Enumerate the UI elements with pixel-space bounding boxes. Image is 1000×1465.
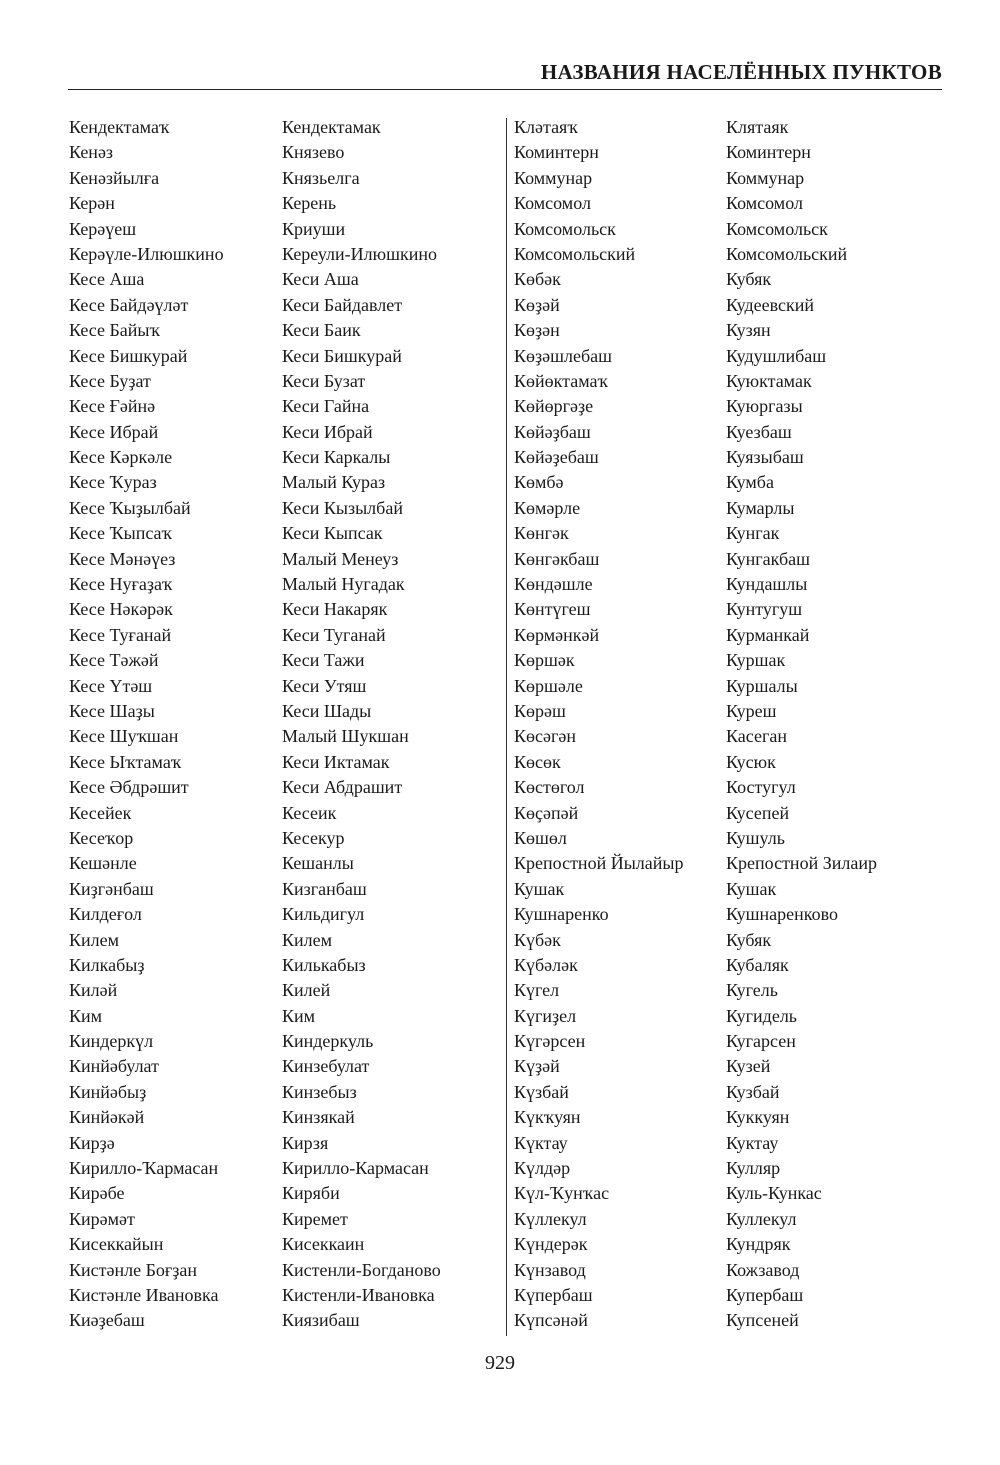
list-item: Кесе Нуғаҙаҡ (69, 574, 173, 595)
header-divider (68, 89, 942, 90)
list-item: Көмбә (514, 472, 564, 493)
list-item: Көнгәк (514, 523, 569, 544)
list-item: Малый Шукшан (282, 726, 409, 747)
list-item: Кесейек (69, 802, 132, 823)
list-item: Киәҙебаш (69, 1310, 145, 1331)
list-item: Кугель (726, 980, 778, 1001)
list-item: Крепостной Йылайыр (514, 853, 684, 874)
list-item: Кушак (514, 878, 565, 899)
list-item: Кеси Ибрай (282, 421, 373, 442)
list-item: Комсомольск (514, 218, 616, 239)
list-item: Көйөргәҙе (514, 396, 594, 417)
list-item: Кеси Аша (282, 269, 359, 290)
list-item: Күнзавод (514, 1259, 586, 1280)
list-item: Куюктамак (726, 370, 812, 391)
list-item: Күҙәй (514, 1056, 560, 1077)
list-item: Кеси Бузат (282, 370, 366, 391)
list-item: Көмәрле (514, 497, 581, 518)
list-item: Кләтаяҡ (514, 117, 578, 137)
list-item: Күзбай (514, 1081, 569, 1102)
list-item: Көҙән (514, 320, 560, 341)
list-item: Көршәк (514, 650, 575, 671)
list-item: Кесекур (282, 827, 345, 848)
list-item: Кинзебулат (282, 1056, 370, 1077)
list-item: Куязыбаш (726, 447, 804, 468)
list-item: Көсөк (514, 751, 561, 772)
list-item: Кеси Туганай (282, 624, 386, 645)
list-item: Көйөктамаҡ (514, 370, 608, 391)
list-item: Кеси Абдрашит (282, 777, 403, 798)
list-item: Көҫәпәй (514, 802, 579, 823)
list-item: Кинзякай (282, 1107, 355, 1128)
list-item: Куллекул (726, 1208, 797, 1229)
list-item: Кубаляк (726, 954, 789, 975)
list-item: Кинйәбыҙ (69, 1081, 147, 1102)
list-item: Кунгакбаш (726, 548, 810, 569)
list-item: Комсомол (726, 193, 803, 214)
list-item: Кинйәкәй (69, 1107, 145, 1128)
list-item: Көшөл (514, 827, 567, 848)
right-bashkir-column (514, 115, 684, 1334)
list-item: Кесе Ғәйнә (69, 396, 156, 417)
list-item: Кистәнле Боғҙан (69, 1259, 198, 1280)
list-item: Кугидель (726, 1005, 798, 1026)
list-item: Куюргазы (726, 396, 803, 417)
list-item: Күллекул (514, 1208, 587, 1229)
list-item: Көйәҙебаш (514, 447, 599, 468)
list-item: Көбәк (514, 269, 561, 290)
list-item: Кесе Ҡыпсаҡ (69, 523, 172, 544)
list-item: Күктау (514, 1132, 568, 1153)
list-item: Кушуль (726, 827, 785, 848)
left-bashkir-column (69, 115, 224, 1334)
list-item: Кубяк (726, 929, 772, 950)
list-item: Кесе Бишкурай (69, 345, 188, 366)
list-item: Килькабыз (282, 954, 366, 975)
list-item: Кесе Буҙат (69, 370, 151, 391)
list-item: Куккуян (726, 1107, 790, 1128)
list-item: Кендектамаҡ (69, 117, 170, 137)
list-item: Киндеркүл (69, 1031, 154, 1052)
list-item: Керәүеш (69, 218, 137, 239)
list-item: Кесе Ҡыҙылбай (69, 497, 191, 518)
list-item: Комсомольский (514, 243, 636, 264)
list-item: Кеси Баик (282, 320, 361, 341)
list-item: Куршалы (726, 675, 798, 696)
list-item: Ким (282, 1005, 316, 1026)
list-item: Коминтерн (514, 142, 599, 163)
list-item: Кирилло-Кармасан (282, 1158, 429, 1179)
list-item: Көрәш (514, 700, 566, 721)
list-item: Керән (69, 193, 115, 214)
list-item: Кесе Нәкәрәк (69, 599, 173, 620)
list-item: Кесе Кәркәле (69, 447, 173, 468)
list-item: Кушнаренко (514, 904, 609, 925)
list-item: Кирәмәт (69, 1208, 135, 1229)
list-item: Көҙәшлебаш (514, 345, 612, 366)
list-item: Кинйәбулат (69, 1056, 159, 1077)
list-item: Куезбаш (726, 421, 792, 442)
list-item: Кеси Шады (282, 700, 372, 721)
list-item: Кузей (726, 1056, 771, 1077)
list-item: Көршәле (514, 675, 583, 696)
list-item: Кудеевский (726, 294, 815, 315)
list-item: Кирзя (282, 1132, 329, 1153)
list-item: Килкабыҙ (69, 954, 145, 975)
list-item: Комсомол (514, 193, 591, 214)
list-item: Кунтугуш (726, 599, 803, 620)
list-item: Купсеней (726, 1310, 799, 1331)
list-item: Кесе Ыҡтамаҡ (69, 751, 182, 772)
list-item: Кушнаренково (726, 904, 838, 925)
list-item: Киряби (282, 1183, 340, 1204)
list-item: Киндеркуль (282, 1031, 374, 1052)
list-item: Көрмәнкәй (514, 624, 600, 645)
list-item: Кеси Утяш (282, 675, 367, 696)
list-item: Комсомольский (726, 243, 848, 264)
list-item: Князево (282, 142, 345, 163)
list-item: Килей (282, 980, 331, 1001)
list-item: Көҙәй (514, 294, 560, 315)
list-item: Кесе Ибрай (69, 421, 159, 442)
list-item: Кереули-Илюшкино (282, 243, 437, 264)
list-item: Кирҙә (69, 1132, 115, 1153)
list-item: Килем (282, 929, 333, 950)
list-item: Кешанлы (282, 853, 354, 874)
list-item: Кумба (726, 472, 774, 493)
list-item: Күбәк (514, 929, 561, 950)
list-item: Күкҡуян (514, 1107, 581, 1128)
list-item: Кистенли-Ивановка (282, 1284, 435, 1305)
list-item: Кеси Байдавлет (282, 294, 403, 315)
list-item: Киязибаш (282, 1310, 360, 1331)
list-item: Киремет (282, 1208, 348, 1229)
list-item: Коминтерн (726, 142, 811, 163)
left-russian-column (282, 115, 441, 1334)
list-item: Килдеғол (69, 904, 142, 925)
list-item: Күгиҙел (514, 1005, 577, 1026)
list-item: Кеси Гайна (282, 396, 370, 417)
list-item: Кундряк (726, 1234, 791, 1255)
list-item: Кирәбе (69, 1183, 125, 1204)
list-item: Кузян (726, 320, 771, 341)
list-item: Күл-Ҡунҡас (514, 1183, 610, 1204)
list-item: Кесеик (282, 802, 337, 823)
list-item: Күлдәр (514, 1158, 571, 1179)
list-item: Кирилло-Ҡармасан (69, 1158, 219, 1179)
list-item: Кильдигул (282, 904, 365, 925)
list-item: Көнтүгеш (514, 599, 591, 620)
list-item: Купербаш (726, 1284, 804, 1305)
list-item: Күгәрсен (514, 1031, 586, 1052)
list-item: Кизганбаш (282, 878, 367, 899)
list-item: Кеси Накаряк (282, 599, 388, 620)
list-item: Малый Кураз (282, 472, 386, 493)
list-item: Керәүле-Илюшкино (69, 243, 224, 264)
column-divider (506, 118, 507, 1336)
list-item: Кисеккаин (282, 1234, 365, 1255)
list-item: Кесе Шуҡшан (69, 726, 179, 747)
list-item: Кесеҡор (69, 827, 134, 848)
list-item: Коммунар (726, 167, 805, 188)
list-item: Кеси Кызылбай (282, 497, 403, 518)
page-title: НАЗВАНИЯ НАСЕЛЁННЫХ ПУНКТОВ (540, 60, 942, 84)
list-item: Кенәз (69, 142, 114, 163)
list-item: Күпербаш (514, 1284, 593, 1305)
list-item: Көсәгән (514, 726, 576, 747)
list-item: Криуши (282, 218, 346, 239)
list-item: Кисеккайын (69, 1234, 164, 1255)
list-item: Кузбай (726, 1081, 780, 1102)
list-item: Кесе Ҡураз (69, 472, 157, 493)
list-item: Коммунар (514, 167, 593, 188)
list-item: Кугарсен (726, 1031, 796, 1052)
list-item: Кусепей (726, 802, 790, 823)
list-item: Кесе Тәжәй (69, 650, 159, 671)
list-item: Кеси Каркалы (282, 447, 391, 468)
list-item: Кендектамак (282, 117, 381, 137)
list-item: Кеси Бишкурай (282, 345, 402, 366)
list-item: Курманкай (726, 624, 810, 645)
page-number: 929 (485, 1352, 515, 1374)
list-item: Керень (282, 193, 337, 214)
list-item: Көстөгол (514, 777, 585, 798)
list-item: Кожзавод (726, 1259, 800, 1280)
list-item: Ким (69, 1005, 103, 1026)
list-item: Көйәҙбаш (514, 421, 591, 442)
list-item: Князьелга (282, 167, 360, 188)
list-item: Кулляр (726, 1158, 781, 1179)
list-item: Килем (69, 929, 120, 950)
list-item: Куктау (726, 1132, 779, 1153)
right-russian-column (726, 115, 877, 1334)
list-item: Куреш (726, 700, 777, 721)
list-item: Кунгак (726, 523, 780, 544)
list-item: Кудушлибаш (726, 345, 827, 366)
list-item: Касеган (726, 726, 787, 747)
list-item: Кинзебыз (282, 1081, 357, 1102)
list-item: Кубяк (726, 269, 772, 290)
list-item: Кешәнле (69, 853, 137, 874)
list-item: Кесе Әбдрәшит (69, 777, 189, 798)
list-item: Клятаяк (726, 117, 789, 137)
list-item: Кесе Байыҡ (69, 320, 160, 341)
list-item: Кистәнле Ивановка (69, 1284, 219, 1305)
list-item: Кусюк (726, 751, 776, 772)
list-item: Кеси Иктамак (282, 751, 390, 772)
list-item: Кесе Мәнәүез (69, 548, 176, 569)
list-item: Куршак (726, 650, 786, 671)
list-item: Күбәләк (514, 954, 578, 975)
list-item: Кумарлы (726, 497, 795, 518)
list-item: Күпсәнәй (514, 1310, 588, 1331)
list-item: Кенәзйылға (69, 167, 160, 188)
list-item: Киләй (69, 980, 118, 1001)
list-item: Кесе Аша (69, 269, 145, 290)
list-item: Күндерәк (514, 1234, 588, 1255)
list-item: Малый Менеуз (282, 548, 399, 569)
list-item: Кеси Кыпсак (282, 523, 383, 544)
list-item: Комсомольск (726, 218, 828, 239)
list-item: Киҙгәнбаш (69, 878, 154, 899)
list-item: Кесе Байдәүләт (69, 294, 189, 315)
list-item: Куль-Кункас (726, 1183, 822, 1204)
list-item: Кушак (726, 878, 777, 899)
list-item: Костугул (726, 777, 796, 798)
list-item: Кистенли-Богданово (282, 1259, 441, 1280)
list-item: Крепостной Зилаир (726, 853, 877, 874)
list-item: Кесе Шаҙы (69, 700, 155, 721)
list-item: Кеси Тажи (282, 650, 365, 671)
list-item: Кесе Үтәш (69, 675, 153, 696)
list-item: Малый Нугадак (282, 574, 405, 595)
list-item: Күгел (514, 980, 560, 1001)
list-item: Кесе Туғанай (69, 624, 172, 645)
list-item: Көнгәкбаш (514, 548, 600, 569)
list-item: Кундашлы (726, 574, 808, 595)
list-item: Көндәшле (514, 574, 593, 595)
